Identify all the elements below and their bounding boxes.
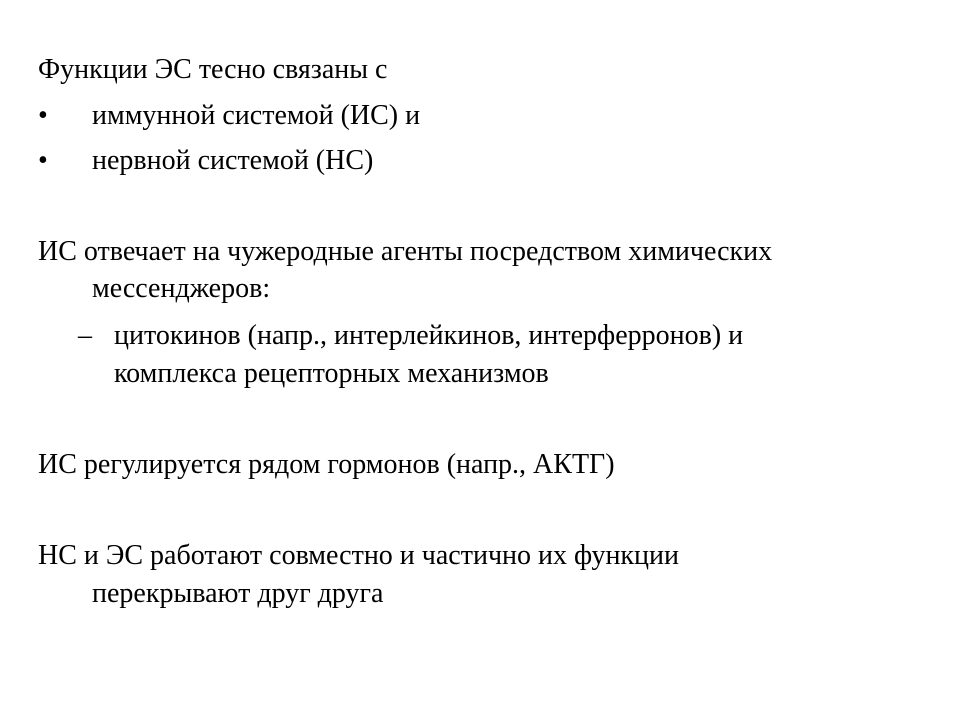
bullet-marker: • [38,145,48,176]
bullet-item-immune: иммунной системой (ИС) и [92,100,421,131]
sub-item-cytokines-line2: комплекса рецепторных механизмов [114,358,549,389]
para-ns-es-line1: НС и ЭС работают совместно и частично их функции [38,540,679,571]
sub-item-cytokines-line1: цитокинов (напр., интерлейкинов, интерферронов) и [114,320,744,351]
bullet-marker: • [38,100,48,131]
para-ns-es-line2: перекрывают друг друга [92,578,384,609]
intro-text: Функции ЭС тесно связаны с [38,54,388,85]
para-is-responds-line2: мессенджеров: [92,273,271,304]
para-is-regulated: ИС регулируется рядом гормонов (напр., АКТГ) [38,449,615,480]
dash-marker: – [78,320,92,351]
para-is-responds-line1: ИС отвечает на чужеродные агенты посредством химических [38,236,773,267]
bullet-item-nervous: нервной системой (НС) [92,145,374,176]
